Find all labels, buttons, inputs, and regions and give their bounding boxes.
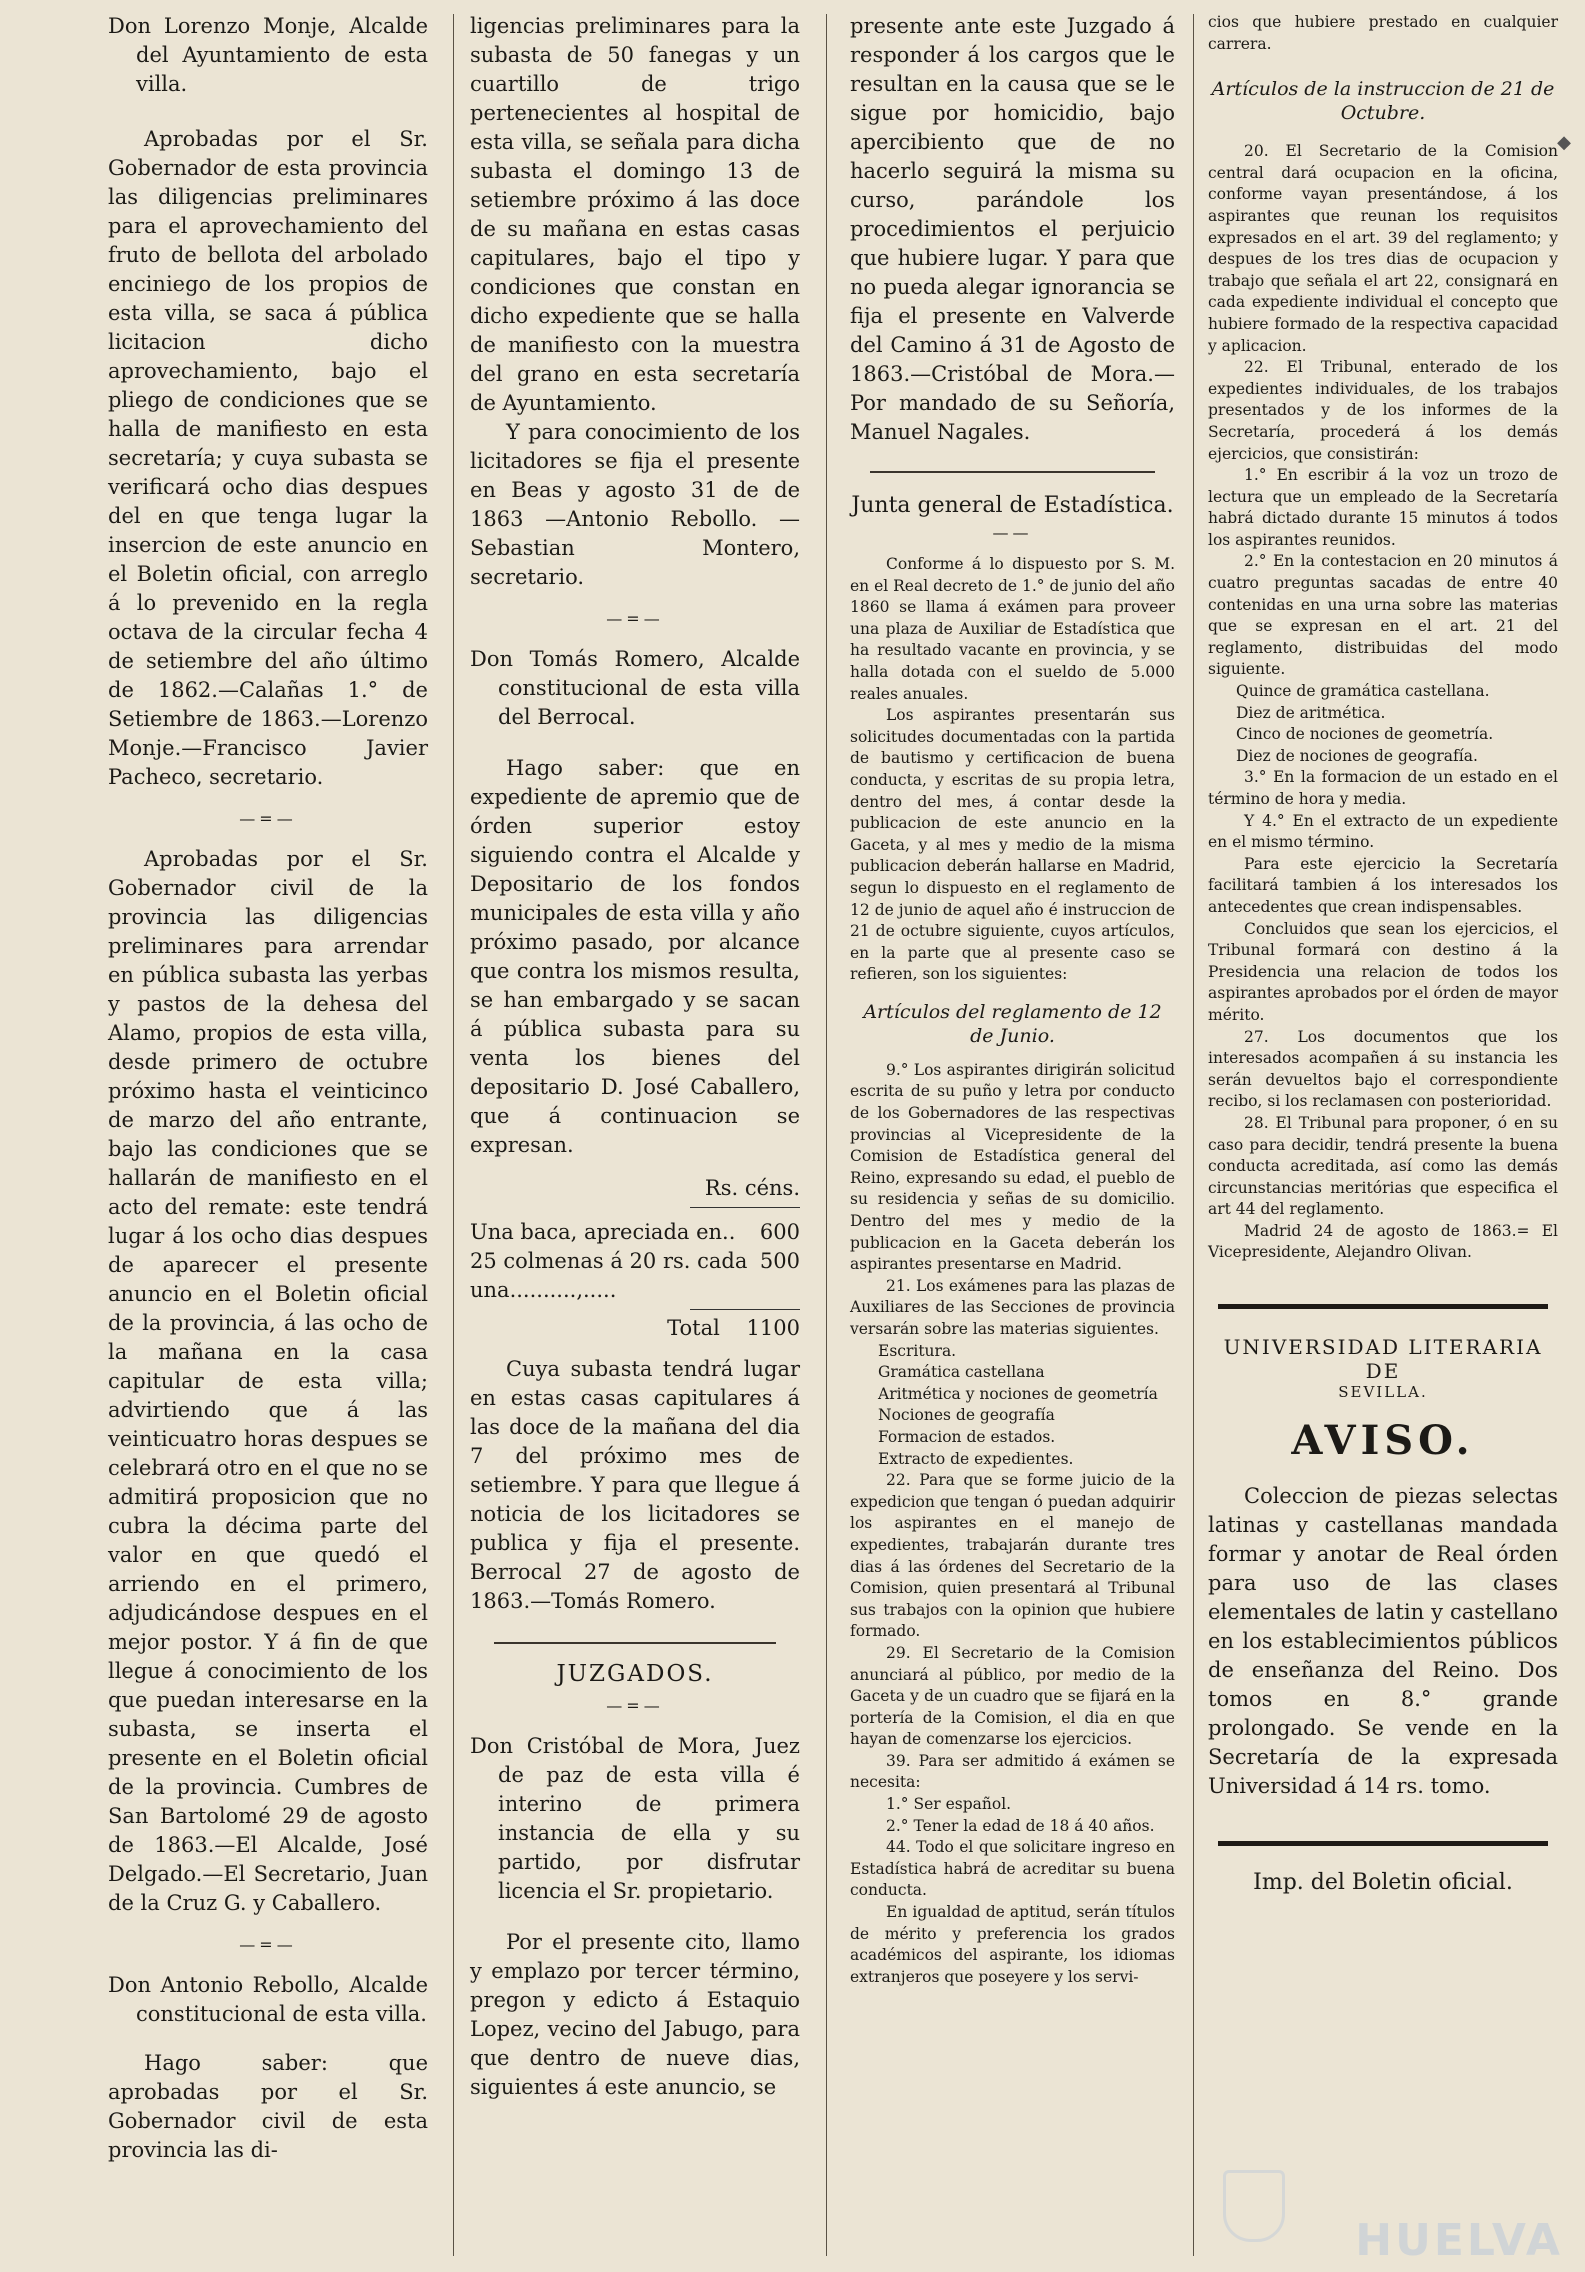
article: 27. Los documentos que los interesados acompañen á su instancia les serán devueltos bajo el correspondiente recibo, si los reclamasen con posterioridad. bbox=[1208, 1027, 1558, 1111]
article: 3.° En la formacion de un estado en el término de hora y media. bbox=[1208, 768, 1558, 808]
institution-city: SEVILLA. bbox=[1338, 1383, 1428, 1402]
printer-imprint: Imp. del Boletin oficial. bbox=[1253, 1870, 1513, 1896]
section-title: Junta general de Estadística. bbox=[851, 493, 1174, 518]
separator: —— bbox=[992, 523, 1033, 542]
section-rule bbox=[870, 471, 1155, 473]
article: 44. Todo el que solicitare ingreso en Estadística habrá de acreditar su buena conducta. bbox=[850, 1838, 1175, 1900]
column-2 bbox=[470, 12, 800, 2102]
paragraph: Los aspirantes presentarán sus solicitudes documentadas con la partida de bautismo y certificacion de buena conducta, y escritas de su propia letra, dentro del mes, á contar desde la publicacion de este anuncio en la Gaceta, y al mes y medio de la misma publicacion deberán hallarse en Madrid, segun lo dispuesto en el reglamento de 12 de junio de aquel año é instruccion de 21 de octubre siguiente, cuyos artículos, en la parte que al presente caso se refieren, son los siguientes: bbox=[850, 706, 1175, 984]
column-4 bbox=[1208, 12, 1558, 1895]
shield-watermark-icon bbox=[1223, 2170, 1285, 2242]
article: 28. El Tribunal para proponer, ó en su caso para decidir, tendrá presente la buena conducta acreditada, así como las demás circunstancias meritórias que especifica el art 44 del reglamento. bbox=[1208, 1113, 1558, 1219]
archive-watermark: HUELVA bbox=[1355, 2215, 1563, 2266]
section-rule bbox=[1218, 1841, 1548, 1846]
article: 21. Los exámenes para las plazas de Auxiliares de las Secciones de provincia versarán sobre las materias siguientes. bbox=[850, 1276, 1175, 1338]
institution-title: UNIVERSIDAD LITERARIA DE bbox=[1223, 1335, 1543, 1384]
column-rule bbox=[1193, 14, 1194, 2256]
list-item: Extracto de expedientes. bbox=[878, 1449, 1074, 1468]
list-item: Diez de aritmética. bbox=[1236, 703, 1386, 722]
list-item: Nociones de geografía bbox=[878, 1406, 1055, 1425]
paragraph: Aprobadas por el Sr. Gobernador civil de la provincia las diligencias preliminares para arrendar en pública subasta las yerbas y pastos de la dehesa del Alamo, propios de esta villa, desde primero de octubre próximo hasta el veinticinco de marzo del año entrante, bajo las condiciones que se hallarán de manifiesto en el acto del remate: este tendrá lugar á los ocho dias despues de aparecer el presente anuncio en el Boletin oficial de la provincia, á las ocho de la mañana en la casa capitular de esta villa; advirtiendo que á las veinticuatro horas despues se celebrará otro en el que no se admitirá proposicion que no cubra la décima parte del valor en que quedó el arriendo en el primero, adjudicándose despues en el mejor postor. Y á fin de que llegue á conocimiento de los que puedan interesarse en la subasta, se inserta el presente en el Boletin oficial de la provincia. Cumbres de San Bartolomé 29 de agosto de 1863.—El Alcalde, José Delgado.—El Secretario, Juan de la Cruz G. y Caballero. bbox=[108, 847, 428, 1915]
signature: Madrid 24 de agosto de 1863.= El Vicepresidente, Alejandro Olivan. bbox=[1208, 1221, 1558, 1262]
arrow-mark-icon: ◆ bbox=[1557, 132, 1571, 153]
list bbox=[850, 1341, 1175, 1471]
article: 29. El Secretario de la Comision anunciará al público, por medio de la Gaceta y de un cuadro que se fijará en la portería de la Comision, el dia en que hayan de comenzarse los ejercicios. bbox=[850, 1643, 1175, 1749]
paragraph: Por el presente cito, llamo y emplazo por tercer término, pregon y edicto á Estaquio Lopez, vecino del Jabugo, para que dentro de nueve dias, siguientes á este anuncio, se bbox=[470, 1930, 800, 2099]
column-3 bbox=[850, 12, 1175, 1988]
notice-heading: Don Cristóbal de Mora, Juez de paz de esta villa é interino de primera instancia de ella y su partido, por disfrutar licencia el Sr. propietario. bbox=[470, 1734, 800, 1903]
paragraph: En igualdad de aptitud, serán títulos de mérito y preferencia los grados académicos del aspirante, los idiomas extranjeros que poseyere y los servi- bbox=[850, 1903, 1175, 1986]
table-total bbox=[470, 1314, 800, 1343]
column-1 bbox=[108, 12, 428, 2165]
article: 20. El Secretario de la Comision central dará ocupacion en la oficina, conforme vayan presentándose, á los aspirantes que reunan los requisitos expresados en el art. 39 del reglamento; y despues de los tres dias de ocupacion y trabajo que señala el art 22, consignará en cada expediente individual el concepto que hubiere formado de la respectiva capacidad y aplicacion. bbox=[1208, 142, 1558, 355]
article: 1.° En escribir á la voz un trozo de lectura que un empleado de la Secretaría habrá dictado durante 15 minutos á todos los aspirantes reunidos. bbox=[1208, 466, 1558, 549]
paragraph: ligencias preliminares para la subasta de 50 fanegas y un cuartillo de trigo pertenecientes al hospital de esta villa, se señala para dicha subasta el domingo 13 de setiembre próximo á las doce de su mañana en estas casas capitulares, bajo el tipo y condiciones que constan en dicho expediente que se halla de manifiesto con la muestra del grano en esta secretaría de Ayuntamiento. bbox=[470, 14, 800, 415]
subheading: Artículos de la instruccion de 21 de Octubre. bbox=[1211, 78, 1555, 125]
table-row bbox=[470, 1218, 800, 1247]
paragraph: Concluidos que sean los ejercicios, el Tribunal formará con destino á la Presidencia una relacion de todos los aspirantes aprobados por el órden de mayor mérito. bbox=[1208, 919, 1558, 1024]
paragraph: Conforme á lo dispuesto por S. M. en el Real decreto de 1.° de junio del año 1860 se llama á exámen para proveer una plaza de Auxiliar de Estadística que ha resultado vacante en provincia, y se halla dotada con el sueldo de 5.000 reales anuales. bbox=[850, 555, 1175, 703]
article: 22. Para que se forme juicio de la expedicion que tengan ó puedan adquirir los aspirantes en el manejo de expedientes, trabajarán durante tres dias á las órdenes del Secretario de la Comision, quien presentará al Tribunal sus trabajos con la opinion que hubiere formado. bbox=[850, 1471, 1175, 1641]
column-rule bbox=[826, 14, 827, 2256]
article: 9.° Los aspirantes dirigirán solicitud escrita de su puño y letra por conducto de los Gobernadores de las respectivas provincias al Vicepresidente de la Comision de Estadística general del Reino, expresando su edad, el pueblo de su residencia y señas de su domicilio. Dentro del mes y medio de la publicacion en la Gaceta deberán los aspirantes presentarse en Madrid. bbox=[850, 1060, 1175, 1274]
total-value: 1100 bbox=[746, 1316, 800, 1340]
row-label: 25 colmenas á 20 rs. cada una..........,..... bbox=[470, 1249, 748, 1302]
separator: —=— bbox=[606, 1696, 664, 1715]
section-title: JUZGADOS. bbox=[556, 1661, 714, 1687]
article: 2.° En la contestacion en 20 minutos á cuatro preguntas sacadas de entre 40 contenidas en una urna sobre las materias que se expresan en el art. 21 del reglamento, distribuidas del modo siguiente. bbox=[1208, 552, 1558, 679]
table-rule bbox=[690, 1309, 800, 1310]
table-header: Rs. céns. bbox=[704, 1176, 800, 1200]
list bbox=[1208, 681, 1558, 767]
notice-heading: Don Tomás Romero, Alcalde constitucional de esta villa del Berrocal. bbox=[470, 647, 800, 729]
paragraph: cios que hubiere prestado en cualquier carrera. bbox=[1208, 13, 1558, 53]
article: Y 4.° En el extracto de un expediente en el mismo término. bbox=[1208, 811, 1558, 852]
total-label: Total bbox=[667, 1316, 720, 1340]
separator: —=— bbox=[239, 1935, 297, 1954]
paragraph: Aprobadas por el Sr. Gobernador de esta provincia las diligencias preliminares para el aprovechamiento del fruto de bellota del arbolado enciniego de los propios de esta villa, se saca á pública licitacion dicho aprovechamiento, bajo el pliego de condiciones que se halla de manifiesto en esta secretaría; y cuya subasta se verificará ocho dias despues del en que tenga lugar la insercion de este anuncio en el Boletin oficial, con arreglo á lo prevenido en la regla octava de la circular fecha 4 de setiembre del año último de 1862.—Calañas 1.° de Setiembre de 1863.—Lorenzo Monje.—Francisco Javier Pacheco, secretario. bbox=[108, 127, 428, 789]
row-value: 600 bbox=[759, 1220, 800, 1244]
article: 39. Para ser admitido á exámen se necesita: bbox=[850, 1751, 1175, 1792]
notice-heading: Don Antonio Rebollo, Alcalde constitucional de esta villa. bbox=[108, 1973, 428, 2026]
list-item: Escritura. bbox=[878, 1341, 957, 1360]
list-item: Gramática castellana bbox=[878, 1363, 1045, 1382]
paragraph: Coleccion de piezas selectas latinas y castellanas mandada formar y anotar de Real órden para uso de las clases elementales de latin y castellano en los establecimientos públicos de enseñanza del Reino. Dos tomos en 8.° grande prolongado. Se vende en la Secretaría de la expresada Universidad á 14 rs. tomo. bbox=[1208, 1484, 1558, 1799]
list-item: Aritmética y nociones de geometría bbox=[878, 1384, 1158, 1403]
section-rule bbox=[1218, 1304, 1548, 1309]
separator: —=— bbox=[239, 809, 297, 828]
list-item: Formacion de estados. bbox=[878, 1427, 1056, 1446]
list-item: Diez de nociones de geografía. bbox=[1236, 746, 1478, 765]
column-rule bbox=[453, 14, 454, 2256]
paragraph: Para este ejercicio la Secretaría facilitará tambien á los interesados los antecedentes que crean indispensables. bbox=[1208, 854, 1558, 916]
notice-title: AVISO. bbox=[1291, 1417, 1475, 1465]
row-label: Una baca, apreciada en.. bbox=[470, 1220, 736, 1244]
article: 1.° Ser español. bbox=[886, 1795, 1012, 1814]
paragraph: Hago saber: que en expediente de apremio que de órden superior estoy siguiendo contra el Alcalde y Depositario de los fondos municipales de esta villa y año próximo pasado, por alcance que contra los mismos resulta, se han embargado y se sacan á pública subasta para su venta los bienes del depositario D. José Caballero, que á continuacion se expresan. bbox=[470, 756, 800, 1157]
notice-heading: Don Lorenzo Monje, Alcalde del Ayuntamiento de esta villa. bbox=[108, 14, 428, 96]
paragraph: Y para conocimiento de los licitadores se fija el presente en Beas y agosto 31 de de 1863 —Antonio Rebollo. —Sebastian Montero, secretario. bbox=[470, 420, 800, 589]
article: 22. El Tribunal, enterado de los expedientes individuales, de los trabajos presentados y de los informes de la Secretaría, procederá á los demás ejercicios, que consistirán: bbox=[1208, 358, 1558, 463]
subheading: Artículos del reglamento de 12 de Junio. bbox=[863, 1000, 1162, 1047]
row-value: 500 bbox=[759, 1249, 800, 1273]
section-rule bbox=[494, 1642, 776, 1644]
table-rule bbox=[690, 1207, 800, 1208]
list-item: Quince de gramática castellana. bbox=[1236, 682, 1490, 701]
separator: —=— bbox=[606, 609, 664, 628]
table-row bbox=[470, 1247, 800, 1305]
article: 2.° Tener la edad de 18 á 40 años. bbox=[886, 1816, 1155, 1835]
paragraph: presente ante este Juzgado á responder á los cargos que le resultan en la causa que se le sigue por homicidio, bajo apercibiento que de no hacerlo seguirá la misma su curso, parándole los procedimientos el perjuicio que hubiere lugar. Y para que no pueda alegar ignorancia se fija el presente en Valverde del Camino á 31 de Agosto de 1863.—Cristóbal de Mora.—Por mandado de su Señoría, Manuel Nagales. bbox=[850, 14, 1175, 444]
paragraph: Hago saber: que aprobadas por el Sr. Gobernador civil de esta provincia las di- bbox=[108, 2051, 428, 2162]
list-item: Cinco de nociones de geometría. bbox=[1236, 725, 1494, 744]
paragraph: Cuya subasta tendrá lugar en estas casas capitulares á las doce de la mañana del dia 7 del próximo mes de setiembre. Y para que llegue á noticia de los licitadores se publica y fija el presente. Berrocal 27 de agosto de 1863.—Tomás Romero. bbox=[470, 1357, 800, 1613]
